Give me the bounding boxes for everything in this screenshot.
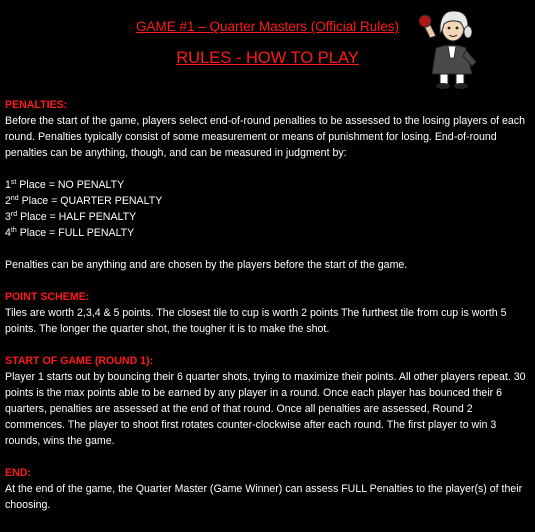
- start-of-game-heading: START OF GAME (ROUND 1):: [5, 355, 154, 367]
- penalties-intro: Before the start of the game, players select end-of-round penalties to be assessed to the losing players of each round. Penalties typically consist of some measurement or means of punishment for losing. End-of-round penalties can be anything, though, and can be measured in judgment by:: [5, 115, 525, 159]
- rules-heading: RULES - HOW TO PLAY: [176, 49, 359, 67]
- start-of-game-text: Player 1 starts out by bouncing their 6 quarter shots, trying to maximize their points. All other players repeat. 30 points is the max points able to be earned by any player in a round. Once each player has bounced their 6 quarters, penalties are assessed at the end of that round. Once all penalties are assessed, Round 2 commences. The player to shoot first rotates counter-clockwise after each round. The first player to win 3 rounds, wins the game.: [5, 371, 526, 447]
- place-row: 1st Place = NO PENALTY: [5, 179, 125, 191]
- place-row: 3rd Place = HALF PENALTY: [5, 211, 137, 223]
- penalties-note: Penalties can be anything and are chosen by the players before the start of the game.: [5, 259, 408, 271]
- place-row: 4th Place = FULL PENALTY: [5, 227, 135, 239]
- end-heading: END:: [5, 467, 31, 479]
- penalties-heading: PENALTIES:: [5, 99, 68, 111]
- mascot-icon: [416, 4, 488, 90]
- end-text: At the end of the game, the Quarter Master (Game Winner) can assess FULL Penalties to the player(s) of their choosing.: [5, 483, 523, 511]
- point-scheme-heading: POINT SCHEME:: [5, 291, 90, 303]
- game-title: GAME #1 – Quarter Masters (Official Rules): [135, 19, 400, 34]
- rules-content: [5, 97, 533, 513]
- point-scheme-text: Tiles are worth 2,3,4 & 5 points. The closest tile to cup is worth 2 points The furthest tile from cup is worth 5 points. The longer the quarter shot, the tougher it is to make the shot.: [5, 307, 507, 335]
- place-row: 2nd Place = QUARTER PENALTY: [5, 195, 163, 207]
